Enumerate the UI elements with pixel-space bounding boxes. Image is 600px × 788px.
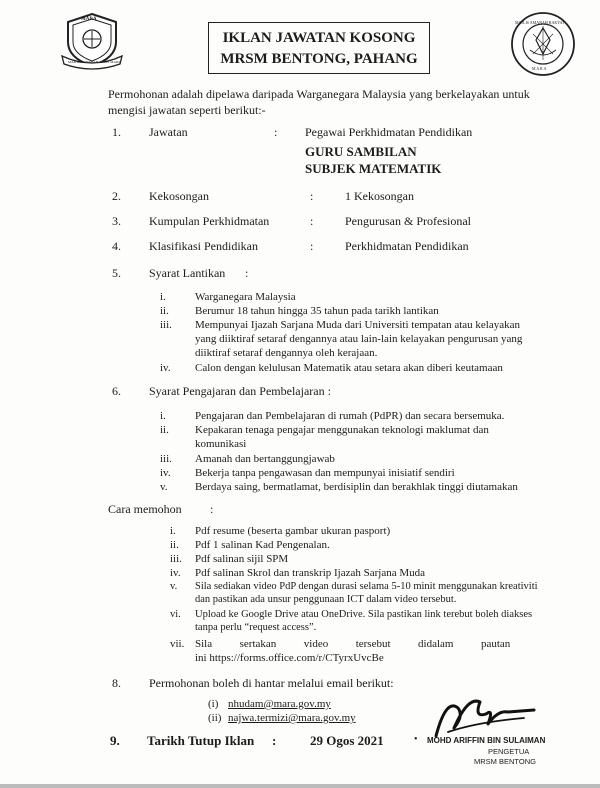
s7-item-1-number: i. [170, 525, 176, 537]
s7-item-7-text-line-1: Sila sertakan video tersebut didalam pautan [195, 638, 511, 650]
right-logo-sub: M A R A [532, 66, 547, 71]
s3-value: Pengurusan & Profesional [345, 214, 471, 228]
closing-date: 29 Ogos 2021 [310, 733, 384, 748]
s5-item-1-number: i. [160, 291, 166, 303]
email-link-2[interactable]: najwa.termizi@mara.gov.my [228, 712, 356, 724]
signatory-title: PENGETUA [488, 747, 530, 756]
s3-colon: : [310, 214, 314, 228]
s5-item-3-text-line-2: yang diiktiraf setaraf dengannya atau lain-lain kelayakan pengurusan yang [195, 333, 523, 345]
s6-item-2-text-line-2: komunikasi [195, 438, 247, 450]
bottom-edge [0, 784, 600, 788]
s2-label: Kekosongan [149, 189, 209, 203]
s6-item-1-text: Pengajaran dan Pembelajaran di rumah (PdPR) dan secara bersemuka. [195, 410, 505, 422]
s5-item-4-text: Calon dengan kelulusan Matematik atau setara akan diberi keutamaan [195, 362, 503, 374]
s4-label: Klasifikasi Pendidikan [149, 239, 258, 253]
s4-number: 4. [112, 239, 121, 253]
s2-value: 1 Kekosongan [345, 189, 414, 203]
s5-item-1-text: Warganegara Malaysia [195, 291, 296, 303]
s7-item-5-text-line-2: dan pastikan ada unsur penggunaan ICT dalam video tersebut. [195, 594, 457, 605]
s5-item-3-text-line-3: diiktiraf setaraf dengannya oleh kerajaan. [195, 347, 378, 359]
s3-number: 3. [112, 214, 121, 228]
s5-item-2-text: Berumur 18 tahun hingga 35 tahun pada tarikh lantikan [195, 305, 439, 317]
s5-number: 5. [112, 266, 121, 280]
s7-item-2-text: Pdf 1 salinan Kad Pengenalan. [195, 539, 330, 551]
position-heading-1: GURU SAMBILAN [305, 144, 417, 159]
s6-item-3-text: Amanah dan bertanggungjawab [195, 453, 335, 465]
s7-label: Cara memohon [108, 502, 182, 516]
s6-label: Syarat Pengajaran dan Pembelajaran : [149, 384, 331, 398]
s5-label: Syarat Lantikan [149, 266, 226, 280]
s7-item-6-text-line-2: tanpa perlu “request access”. [195, 622, 317, 633]
s5-item-3-text-line-1: Mempunyai Ijazah Sarjana Muda dari Universiti tempatan atau kelayakan [195, 319, 520, 331]
s7-item-6-number: vi. [170, 609, 181, 620]
s6-item-4-number: iv. [160, 467, 171, 479]
left-logo-ribbon: MAKTAB RENDAH SAINS MARA [68, 60, 121, 64]
position-heading-2: SUBJEK MATEMATIK [305, 161, 442, 176]
s7-colon: : [210, 502, 214, 516]
right-logo-text: MAJLIS AMANAH RAKYAT [515, 20, 565, 25]
s5-item-4-number: iv. [160, 362, 171, 374]
signatory-org: MRSM BENTONG [474, 757, 536, 766]
s1-label: Jawatan [149, 125, 188, 139]
s7-item-4-text: Pdf salinan Skrol dan transkrip Ijazah Sarjana Muda [195, 567, 426, 579]
s7-item-3-text: Pdf salinan sijil SPM [195, 553, 289, 565]
s6-item-4-text: Bekerja tanpa pengawasan dan mempunyai inisiatif sendiri [195, 467, 455, 479]
s7-item-4-number: iv. [170, 567, 181, 579]
s1-number: 1. [112, 125, 121, 139]
s9-number: 9. [110, 733, 120, 748]
email-link-1[interactable]: nhudam@mara.gov.my [228, 698, 331, 710]
email-2-number: (ii) [208, 712, 222, 724]
s7-item-7-text-line-2: ini https://forms.office.com/r/CTyrxUvcBe [195, 652, 384, 664]
s9-label: Tarikh Tutup Iklan [147, 733, 255, 748]
s6-item-2-text-line-1: Kepakaran tenaga pengajar menggunakan teknologi maklumat dan [195, 424, 489, 436]
s7-item-6-text-line-1: Upload ke Google Drive atau OneDrive. Sila pastikan link terebut boleh diakses [195, 609, 533, 620]
s7-item-5-text-line-1: Sila sediakan video PdP dengan durasi selama 5-10 minit menggunakan kreativiti [195, 581, 538, 592]
s5-colon: : [245, 266, 249, 280]
s7-item-1-text: Pdf resume (beserta gambar ukuran pasport) [195, 525, 391, 537]
s5-item-3-number: iii. [160, 319, 172, 331]
s9-colon: : [272, 733, 277, 748]
title-line-1: IKLAN JAWATAN KOSONG [222, 30, 416, 46]
s6-number: 6. [112, 384, 121, 398]
s6-item-2-number: ii. [160, 424, 169, 436]
s8-label: Permohonan boleh di hantar melalui email berikut: [149, 676, 394, 690]
s6-item-5-number: v. [160, 481, 168, 493]
s7-item-3-number: iii. [170, 553, 182, 565]
s1-colon: : [274, 125, 278, 139]
signature-dot: • [414, 734, 418, 745]
s6-item-3-number: iii. [160, 453, 172, 465]
s4-value: Perkhidmatan Pendidikan [345, 239, 469, 253]
s3-label: Kumpulan Perkhidmatan [149, 214, 270, 228]
title-box [208, 22, 430, 74]
s2-number: 2. [112, 189, 121, 203]
left-logo-text: MARA [81, 17, 97, 22]
intro-line-1: Permohonan adalah dipelawa daripada Warganegara Malaysia yang berkelayakan untuk [108, 87, 530, 101]
s8-number: 8. [112, 676, 121, 690]
title-line-2: MRSM BENTONG, PAHANG [220, 51, 418, 67]
s6-item-1-number: i. [160, 410, 166, 422]
s5-item-2-number: ii. [160, 305, 169, 317]
s4-colon: : [310, 239, 314, 253]
s2-colon: : [310, 189, 314, 203]
s1-value: Pegawai Perkhidmatan Pendidikan [305, 125, 473, 139]
s6-item-5-text: Berdaya saing, bermatlamat, berdisiplin dan berakhlak tinggi diutamakan [195, 481, 518, 493]
s7-item-5-number: v. [170, 581, 178, 592]
signatory-name: MOHD ARIFFIN BIN SULAIMAN [427, 736, 546, 745]
s7-item-2-number: ii. [170, 539, 179, 551]
s7-item-7-number: vii. [170, 638, 185, 650]
intro-line-2: mengisi jawatan seperti berikut:- [108, 103, 266, 117]
email-1-number: (i) [208, 698, 219, 710]
